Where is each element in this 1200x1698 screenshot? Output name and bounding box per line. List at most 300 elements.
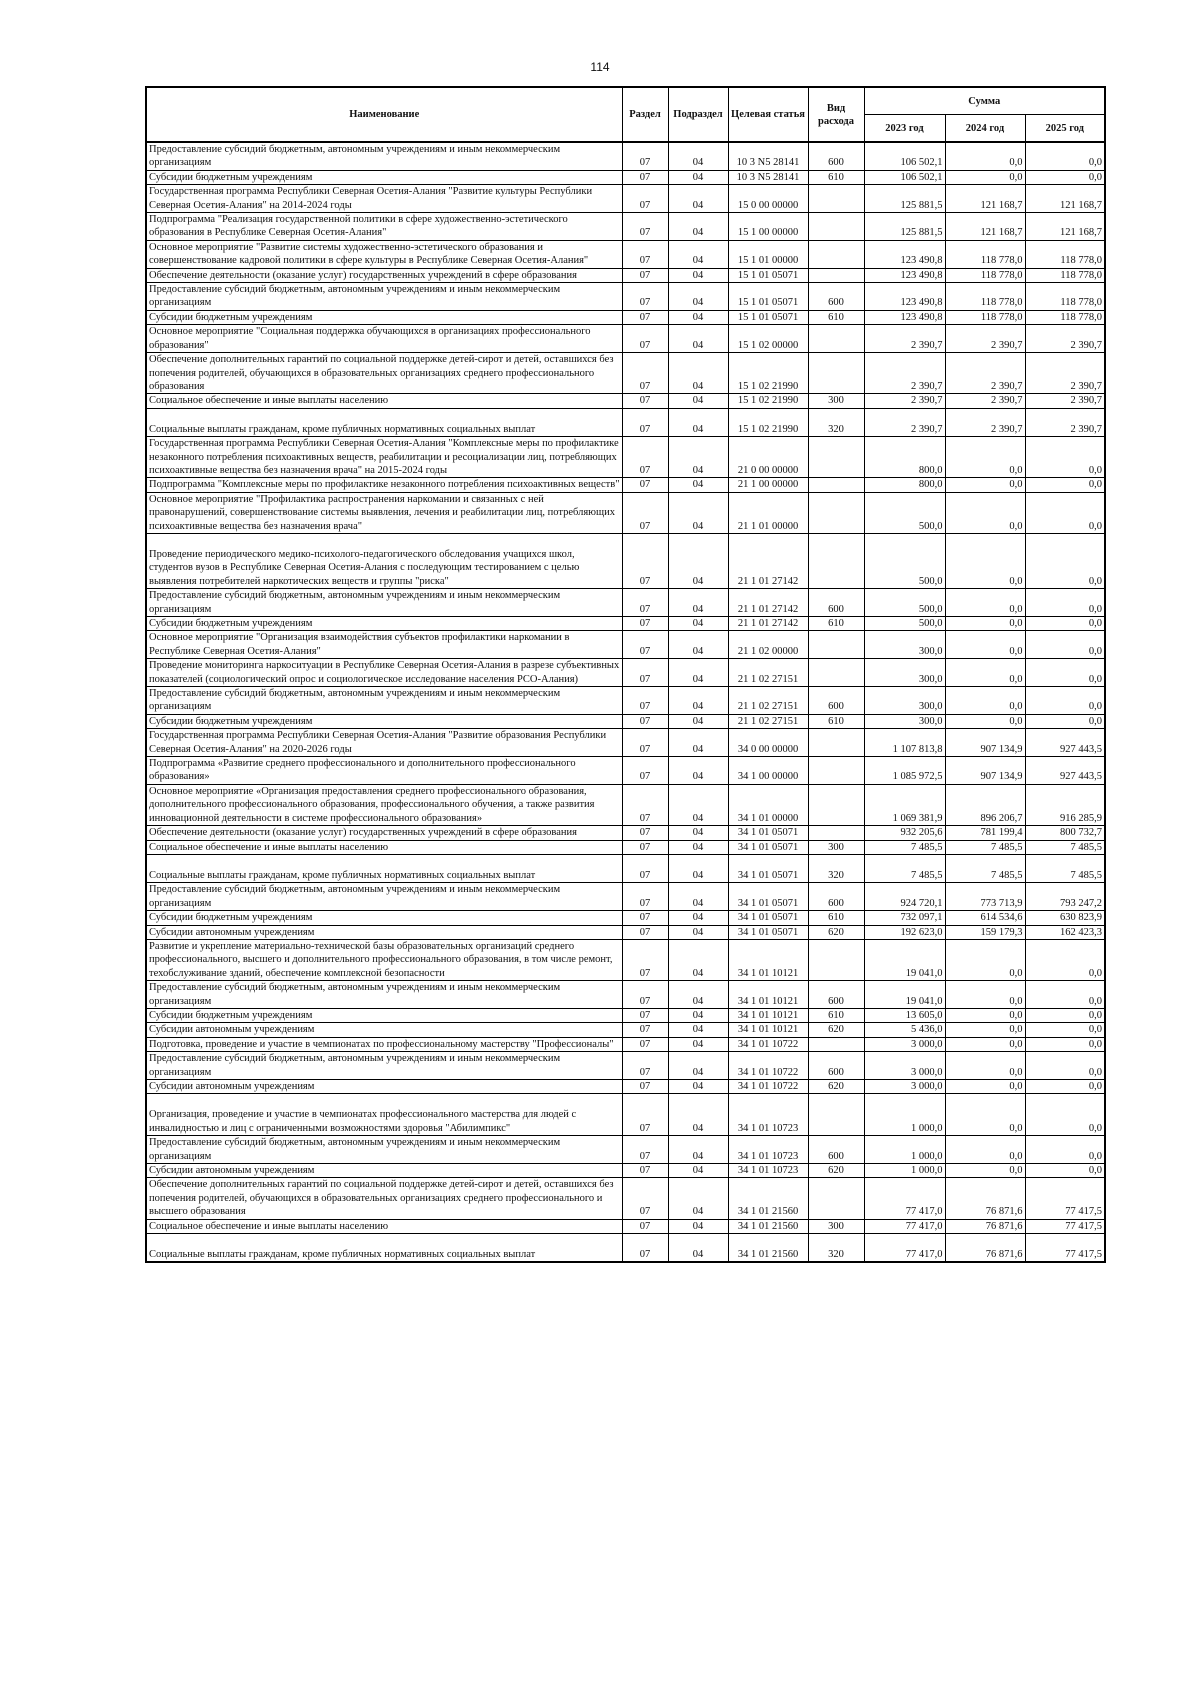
row-razdel: 07 [622,1008,668,1022]
row-amount-2024: 7 485,5 [945,840,1025,854]
row-amount-2024: 907 134,9 [945,729,1025,757]
row-amount-2023: 19 041,0 [864,939,945,980]
row-vid: 320 [808,854,864,882]
row-target: 21 1 02 00000 [728,631,808,659]
row-razdel: 07 [622,240,668,268]
row-amount-2025: 118 778,0 [1025,240,1105,268]
row-razdel: 07 [622,729,668,757]
row-amount-2024: 781 199,4 [945,826,1025,840]
row-name: Обеспечение дополнительных гарантий по социальной поддержке детей-сирот и детей, оставшихся без попечения родителей, обучающихся в образовательных организациях среднего профессионального и высшего образования [146,1178,622,1219]
row-vid: 600 [808,1136,864,1164]
row-podrazdel: 04 [668,939,728,980]
row-podrazdel: 04 [668,911,728,925]
table-row [146,1234,1105,1263]
row-amount-2023: 19 041,0 [864,981,945,1009]
row-amount-2024: 0,0 [945,981,1025,1009]
row-vid [808,185,864,213]
table-row [146,185,1105,213]
row-name: Предоставление субсидий бюджетным, автономным учреждениям и иным некоммерческим организациям [146,589,622,617]
row-amount-2025: 0,0 [1025,687,1105,715]
row-amount-2025: 0,0 [1025,1008,1105,1022]
row-vid: 600 [808,883,864,911]
row-amount-2023: 1 107 813,8 [864,729,945,757]
row-name: Субсидии автономным учреждениям [146,925,622,939]
row-amount-2023: 500,0 [864,617,945,631]
header-podrazdel: Подраздел [668,87,728,142]
row-amount-2023: 932 205,6 [864,826,945,840]
row-vid: 610 [808,310,864,324]
row-razdel: 07 [622,325,668,353]
row-amount-2023: 2 390,7 [864,325,945,353]
row-target: 15 1 02 21990 [728,394,808,408]
row-name: Предоставление субсидий бюджетным, автономным учреждениям и иным некоммерческим организациям [146,283,622,311]
row-target: 34 1 01 05071 [728,883,808,911]
row-podrazdel: 04 [668,589,728,617]
row-amount-2025: 0,0 [1025,1136,1105,1164]
row-razdel: 07 [622,1052,668,1080]
row-amount-2025: 0,0 [1025,1023,1105,1037]
row-amount-2025: 77 417,5 [1025,1219,1105,1233]
table-row [146,1008,1105,1022]
table-row [146,142,1105,170]
row-razdel: 07 [622,492,668,533]
row-amount-2024: 0,0 [945,142,1025,170]
row-amount-2023: 800,0 [864,437,945,478]
header-razdel: Раздел [622,87,668,142]
row-name: Социальные выплаты гражданам, кроме публичных нормативных социальных выплат [146,854,622,882]
row-podrazdel: 04 [668,1219,728,1233]
row-name: Основное мероприятие "Организация взаимодействия субъектов профилактики наркомании в Республике Северная Осетия-Алания" [146,631,622,659]
row-amount-2023: 77 417,0 [864,1219,945,1233]
row-amount-2023: 500,0 [864,492,945,533]
row-name: Государственная программа Республики Северная Осетия-Алания "Развитие образования Республики Северная Осетия-Алания" на 2020-2026 годы [146,729,622,757]
table-row [146,240,1105,268]
row-amount-2024: 0,0 [945,533,1025,588]
row-vid: 600 [808,687,864,715]
table-row [146,1080,1105,1094]
row-name: Социальное обеспечение и иные выплаты населению [146,840,622,854]
row-vid [808,240,864,268]
row-razdel: 07 [622,1219,668,1233]
row-name: Основное мероприятие «Организация предоставления среднего профессионального образования, дополнительного профессионального образования, профессионального обучения, а также развития инновационной деятельности в системе профессионального образования» [146,784,622,825]
table-row [146,840,1105,854]
row-amount-2024: 0,0 [945,492,1025,533]
table-row [146,478,1105,492]
row-vid [808,1178,864,1219]
row-vid [808,784,864,825]
row-vid: 600 [808,142,864,170]
header-name: Наименование [146,87,622,142]
budget-table [145,86,1106,1263]
row-amount-2024: 118 778,0 [945,240,1025,268]
row-podrazdel: 04 [668,925,728,939]
row-vid: 610 [808,617,864,631]
row-vid: 300 [808,1219,864,1233]
row-amount-2025: 2 390,7 [1025,408,1105,436]
row-name: Подготовка, проведение и участие в чемпионатах по профессиональному мастерству "Профессионалы" [146,1037,622,1051]
row-amount-2025: 916 285,9 [1025,784,1105,825]
row-name: Обеспечение деятельности (оказание услуг) государственных учреждений в сфере образования [146,826,622,840]
row-target: 34 1 00 00000 [728,757,808,785]
row-podrazdel: 04 [668,325,728,353]
row-target: 34 1 01 10121 [728,981,808,1009]
row-name: Развитие и укрепление материально-технической базы образовательных организаций среднего профессионального, высшего и дополнительного профессионального образования, в том числе ремонт, техобслуживание зданий, обеспечение комплексной безопасности [146,939,622,980]
table-row [146,631,1105,659]
row-amount-2023: 300,0 [864,631,945,659]
row-amount-2023: 7 485,5 [864,840,945,854]
row-name: Предоставление субсидий бюджетным, автономным учреждениям и иным некоммерческим организациям [146,1136,622,1164]
row-amount-2024: 7 485,5 [945,854,1025,882]
row-amount-2023: 123 490,8 [864,310,945,324]
row-razdel: 07 [622,533,668,588]
row-razdel: 07 [622,1037,668,1051]
row-razdel: 07 [622,925,668,939]
row-name: Организация, проведение и участие в чемпионатах профессионального мастерства для людей с инвалидностью и лиц с ограниченными возможностями здоровья "Абилимпикс" [146,1094,622,1136]
row-razdel: 07 [622,883,668,911]
table-row [146,213,1105,241]
table-row [146,1094,1105,1136]
table-row [146,1037,1105,1051]
row-podrazdel: 04 [668,687,728,715]
row-amount-2024: 0,0 [945,659,1025,687]
row-target: 34 1 01 10723 [728,1136,808,1164]
header-2025: 2025 год [1025,115,1105,143]
row-amount-2023: 7 485,5 [864,854,945,882]
row-podrazdel: 04 [668,981,728,1009]
row-amount-2023: 2 390,7 [864,394,945,408]
row-vid [808,757,864,785]
row-amount-2024: 0,0 [945,687,1025,715]
row-razdel: 07 [622,911,668,925]
row-vid [808,659,864,687]
row-target: 34 1 01 05071 [728,854,808,882]
row-amount-2023: 300,0 [864,687,945,715]
row-target: 34 1 01 10121 [728,1008,808,1022]
row-target: 21 1 01 27142 [728,617,808,631]
row-vid [808,325,864,353]
row-amount-2025: 800 732,7 [1025,826,1105,840]
row-name: Субсидии бюджетным учреждениям [146,911,622,925]
row-amount-2024: 118 778,0 [945,268,1025,282]
row-razdel: 07 [622,1136,668,1164]
table-row [146,408,1105,436]
row-vid [808,213,864,241]
row-amount-2024: 0,0 [945,478,1025,492]
row-podrazdel: 04 [668,213,728,241]
row-name: Предоставление субсидий бюджетным, автономным учреждениям и иным некоммерческим организациям [146,142,622,170]
row-podrazdel: 04 [668,1164,728,1178]
row-target: 21 1 01 27142 [728,533,808,588]
row-target: 34 1 01 05071 [728,925,808,939]
row-podrazdel: 04 [668,283,728,311]
row-target: 34 1 01 10121 [728,1023,808,1037]
row-vid: 320 [808,1234,864,1263]
row-podrazdel: 04 [668,826,728,840]
row-podrazdel: 04 [668,394,728,408]
row-podrazdel: 04 [668,185,728,213]
row-amount-2023: 3 000,0 [864,1080,945,1094]
row-amount-2024: 0,0 [945,589,1025,617]
table-row [146,687,1105,715]
row-podrazdel: 04 [668,729,728,757]
table-row [146,617,1105,631]
row-amount-2025: 0,0 [1025,631,1105,659]
row-amount-2024: 118 778,0 [945,310,1025,324]
row-amount-2023: 13 605,0 [864,1008,945,1022]
row-name: Государственная программа Республики Северная Осетия-Алания "Развитие культуры Республики Северная Осетия-Алания" на 2014-2024 годы [146,185,622,213]
row-podrazdel: 04 [668,1008,728,1022]
row-vid: 320 [808,408,864,436]
row-target: 10 3 N5 28141 [728,142,808,170]
row-amount-2023: 1 000,0 [864,1094,945,1136]
row-target: 15 1 02 21990 [728,353,808,394]
row-amount-2025: 7 485,5 [1025,840,1105,854]
row-amount-2025: 2 390,7 [1025,325,1105,353]
row-podrazdel: 04 [668,631,728,659]
table-row [146,325,1105,353]
row-target: 15 1 02 21990 [728,408,808,436]
row-amount-2024: 2 390,7 [945,394,1025,408]
row-podrazdel: 04 [668,1178,728,1219]
row-amount-2024: 76 871,6 [945,1219,1025,1233]
row-amount-2024: 0,0 [945,1023,1025,1037]
table-row [146,981,1105,1009]
row-razdel: 07 [622,170,668,184]
row-amount-2025: 77 417,5 [1025,1178,1105,1219]
table-body [146,142,1105,1262]
page-number: 114 [590,60,610,74]
table-row [146,939,1105,980]
row-amount-2024: 2 390,7 [945,353,1025,394]
row-target: 34 1 01 10722 [728,1037,808,1051]
row-amount-2024: 0,0 [945,631,1025,659]
row-name: Основное мероприятие "Профилактика распространения наркомании и связанных с ней правонарушений, совершенствование системы выявления, лечения и реабилитации лиц, потребляющих психоактивные вещества без назначения врача" [146,492,622,533]
row-razdel: 07 [622,687,668,715]
row-target: 21 1 02 27151 [728,659,808,687]
row-amount-2025: 2 390,7 [1025,353,1105,394]
row-amount-2024: 0,0 [945,1052,1025,1080]
row-vid: 600 [808,1052,864,1080]
row-podrazdel: 04 [668,478,728,492]
row-amount-2023: 1 000,0 [864,1136,945,1164]
row-amount-2024: 0,0 [945,714,1025,728]
header-target: Целевая статья [728,87,808,142]
row-amount-2024: 0,0 [945,1008,1025,1022]
row-amount-2025: 0,0 [1025,1037,1105,1051]
row-target: 15 1 00 00000 [728,213,808,241]
table-row [146,1023,1105,1037]
row-name: Предоставление субсидий бюджетным, автономным учреждениям и иным некоммерческим организациям [146,981,622,1009]
row-name: Основное мероприятие "Развитие системы художественно-эстетического образования и совершенствование кадровой политики в сфере культуры в Республике Северная Осетия-Алания" [146,240,622,268]
row-vid: 300 [808,394,864,408]
row-razdel: 07 [622,268,668,282]
row-vid: 610 [808,714,864,728]
row-target: 34 1 01 10722 [728,1080,808,1094]
row-target: 21 1 01 27142 [728,589,808,617]
row-podrazdel: 04 [668,408,728,436]
row-name: Субсидии бюджетным учреждениям [146,1008,622,1022]
row-amount-2025: 0,0 [1025,981,1105,1009]
row-vid [808,939,864,980]
row-podrazdel: 04 [668,714,728,728]
table-row [146,353,1105,394]
row-name: Основное мероприятие "Социальная поддержка обучающихся в организациях профессионального образования" [146,325,622,353]
row-amount-2024: 0,0 [945,1164,1025,1178]
row-amount-2023: 125 881,5 [864,185,945,213]
row-vid: 620 [808,1023,864,1037]
row-amount-2024: 0,0 [945,939,1025,980]
table-row [146,283,1105,311]
row-razdel: 07 [622,854,668,882]
row-podrazdel: 04 [668,1234,728,1263]
row-target: 15 1 01 00000 [728,240,808,268]
row-target: 34 1 01 05071 [728,840,808,854]
row-amount-2023: 2 390,7 [864,353,945,394]
row-amount-2023: 2 390,7 [864,408,945,436]
row-amount-2024: 0,0 [945,1080,1025,1094]
row-amount-2025: 121 168,7 [1025,213,1105,241]
table-header [146,87,1105,142]
row-podrazdel: 04 [668,310,728,324]
row-amount-2025: 77 417,5 [1025,1234,1105,1263]
row-razdel: 07 [622,1178,668,1219]
row-razdel: 07 [622,784,668,825]
row-vid [808,631,864,659]
row-name: Субсидии бюджетным учреждениям [146,714,622,728]
row-amount-2023: 123 490,8 [864,240,945,268]
row-razdel: 07 [622,826,668,840]
table-row [146,729,1105,757]
row-name: Социальное обеспечение и иные выплаты населению [146,394,622,408]
table-row [146,437,1105,478]
row-podrazdel: 04 [668,353,728,394]
row-target: 10 3 N5 28141 [728,170,808,184]
row-amount-2023: 5 436,0 [864,1023,945,1037]
row-name: Предоставление субсидий бюджетным, автономным учреждениям и иным некоммерческим организациям [146,687,622,715]
row-amount-2025: 0,0 [1025,1080,1105,1094]
row-razdel: 07 [622,478,668,492]
row-amount-2024: 0,0 [945,437,1025,478]
row-vid [808,1037,864,1051]
row-razdel: 07 [622,283,668,311]
row-amount-2023: 123 490,8 [864,268,945,282]
row-podrazdel: 04 [668,533,728,588]
row-amount-2023: 1 085 972,5 [864,757,945,785]
row-target: 34 1 01 05071 [728,826,808,840]
row-amount-2025: 121 168,7 [1025,185,1105,213]
row-vid [808,437,864,478]
row-amount-2025: 793 247,2 [1025,883,1105,911]
row-amount-2025: 0,0 [1025,659,1105,687]
row-amount-2023: 106 502,1 [864,170,945,184]
row-podrazdel: 04 [668,268,728,282]
row-name: Подпрограмма "Реализация государственной политики в сфере художественно-эстетического образования в Республике Северная Осетия-Алания" [146,213,622,241]
row-amount-2023: 77 417,0 [864,1234,945,1263]
row-vid [808,353,864,394]
table-row [146,1219,1105,1233]
header-2023: 2023 год [864,115,945,143]
row-podrazdel: 04 [668,142,728,170]
row-razdel: 07 [622,659,668,687]
row-target: 21 1 01 00000 [728,492,808,533]
row-razdel: 07 [622,757,668,785]
row-podrazdel: 04 [668,617,728,631]
row-amount-2024: 121 168,7 [945,213,1025,241]
row-amount-2023: 300,0 [864,714,945,728]
row-target: 34 1 01 21560 [728,1219,808,1233]
row-razdel: 07 [622,408,668,436]
row-amount-2024: 0,0 [945,1037,1025,1051]
row-name: Социальное обеспечение и иные выплаты населению [146,1219,622,1233]
row-amount-2025: 118 778,0 [1025,310,1105,324]
table-row [146,268,1105,282]
row-amount-2023: 732 097,1 [864,911,945,925]
row-amount-2024: 907 134,9 [945,757,1025,785]
row-vid: 620 [808,1080,864,1094]
row-vid: 300 [808,840,864,854]
row-razdel: 07 [622,394,668,408]
row-razdel: 07 [622,939,668,980]
table-row [146,714,1105,728]
row-amount-2025: 0,0 [1025,1052,1105,1080]
row-razdel: 07 [622,1164,668,1178]
row-vid [808,533,864,588]
row-podrazdel: 04 [668,1094,728,1136]
row-amount-2024: 614 534,6 [945,911,1025,925]
row-vid: 610 [808,911,864,925]
row-name: Субсидии автономным учреждениям [146,1023,622,1037]
row-amount-2023: 125 881,5 [864,213,945,241]
row-amount-2023: 106 502,1 [864,142,945,170]
row-podrazdel: 04 [668,1052,728,1080]
table-row [146,492,1105,533]
row-razdel: 07 [622,981,668,1009]
table-row [146,533,1105,588]
row-amount-2024: 0,0 [945,617,1025,631]
row-vid [808,268,864,282]
row-amount-2025: 0,0 [1025,437,1105,478]
row-amount-2024: 121 168,7 [945,185,1025,213]
row-amount-2023: 924 720,1 [864,883,945,911]
row-amount-2025: 0,0 [1025,142,1105,170]
row-razdel: 07 [622,353,668,394]
row-amount-2023: 300,0 [864,659,945,687]
row-amount-2025: 0,0 [1025,939,1105,980]
row-razdel: 07 [622,1234,668,1263]
row-target: 34 1 01 05071 [728,911,808,925]
row-amount-2024: 159 179,3 [945,925,1025,939]
row-name: Субсидии бюджетным учреждениям [146,617,622,631]
row-amount-2023: 500,0 [864,589,945,617]
row-vid [808,1094,864,1136]
row-amount-2023: 123 490,8 [864,283,945,311]
table-row [146,911,1105,925]
row-name: Подпрограмма "Комплексные меры по профилактике незаконного потребления психоактивных веществ" [146,478,622,492]
row-podrazdel: 04 [668,854,728,882]
table-row [146,1178,1105,1219]
row-amount-2023: 500,0 [864,533,945,588]
table-row [146,394,1105,408]
row-amount-2024: 0,0 [945,1094,1025,1136]
row-target: 15 1 01 05071 [728,268,808,282]
row-amount-2023: 800,0 [864,478,945,492]
row-target: 34 1 01 21560 [728,1178,808,1219]
row-target: 21 1 00 00000 [728,478,808,492]
row-name: Государственная программа Республики Северная Осетия-Алания "Комплексные меры по профилактике незаконного потребления психоактивных веществ, реабилитации и ресоциализации лиц, потребляющих психоактивные вещества без назначения врача" на 2015-2024 годы [146,437,622,478]
row-target: 34 1 01 10722 [728,1052,808,1080]
row-amount-2023: 3 000,0 [864,1037,945,1051]
table-row [146,757,1105,785]
